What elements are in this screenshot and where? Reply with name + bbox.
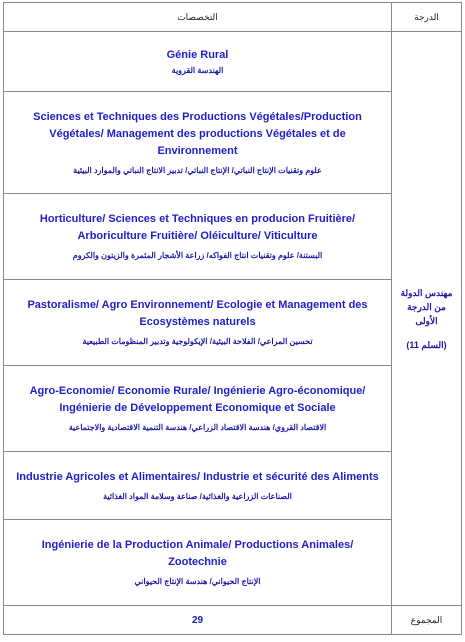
table-row [4,32,462,92]
header-specialties: التخصصات [4,3,392,32]
specialty-cell [4,520,392,606]
specialty-ar: تحسين المراعي/ الفلاحة البيئية/ الإيكولوجية وتدبير المنظومات الطبيعية [82,337,313,346]
specialties-table [3,2,462,635]
specialty-cell [4,194,392,280]
grade-label [392,286,461,352]
specialty-cell [4,452,392,520]
specialty-ar: علوم وتقنيات الإنتاج النباتي/ الإنتاج النباتي/ تدبير الانتاج النباتي والموارد البيئية [73,165,322,175]
header-row [4,3,462,32]
specialty-cell [4,32,392,92]
grade-cell [392,32,462,606]
total-row [4,606,462,635]
specialty-cell [4,280,392,366]
total-value: 29 [4,606,392,635]
specialty-fr: Industrie Agricoles et Alimentaires/ Industrie et sécurité des Aliments [16,470,379,483]
specialty-fr: Ingénierie de la Production Animale/ Productions Animales/ Zootechnie [41,539,354,568]
grade-scale: (السلم 11) [406,339,447,350]
specialty-ar: البستنة/ علوم وتقنيات انتاج الفواكه/ زراعة الأشجار المثمرة والزيتون والكروم [72,251,323,260]
specialty-ar: الصناعات الزراعية والغذائية/ صناعة وسلامة المواد الغذائية [103,491,292,501]
specialty-ar: الإنتاج الحيواني/ هندسة الإنتاج الحيواني [134,577,261,586]
grade-title: مهندس الدولة من الدرجة الأولى [400,287,453,326]
specialty-fr: Sciences et Techniques des Productions Végétales/Production Végétales/ Management des productions Végétales et de Environnement [33,110,362,157]
specialty-fr: Génie Rural [166,48,229,61]
specialty-ar: الهندسة القروية [171,65,224,75]
specialty-fr: Pastoralisme/ Agro Environnement/ Ecologie et Management des Ecosystèmes naturels [27,299,368,328]
total-label: المجموع [392,606,462,635]
specialty-fr: Agro-Economie/ Economie Rurale/ Ingénierie Agro-économique/ Ingénierie de Développement Economique et Sociale [29,385,366,414]
specialty-ar: الاقتصاد القروي/ هندسة الاقتصاد الزراعي/ هندسة التنمية الاقتصادية والاجتماعية [68,423,327,432]
specialty-cell [4,92,392,194]
header-grade: الدرجة [392,3,462,32]
specialty-fr: Horticulture/ Sciences et Techniques en producion Fruitière/ Arboriculture Fruitière/ Oléiculture/ Viticulture [39,213,356,242]
specialty-cell [4,366,392,452]
